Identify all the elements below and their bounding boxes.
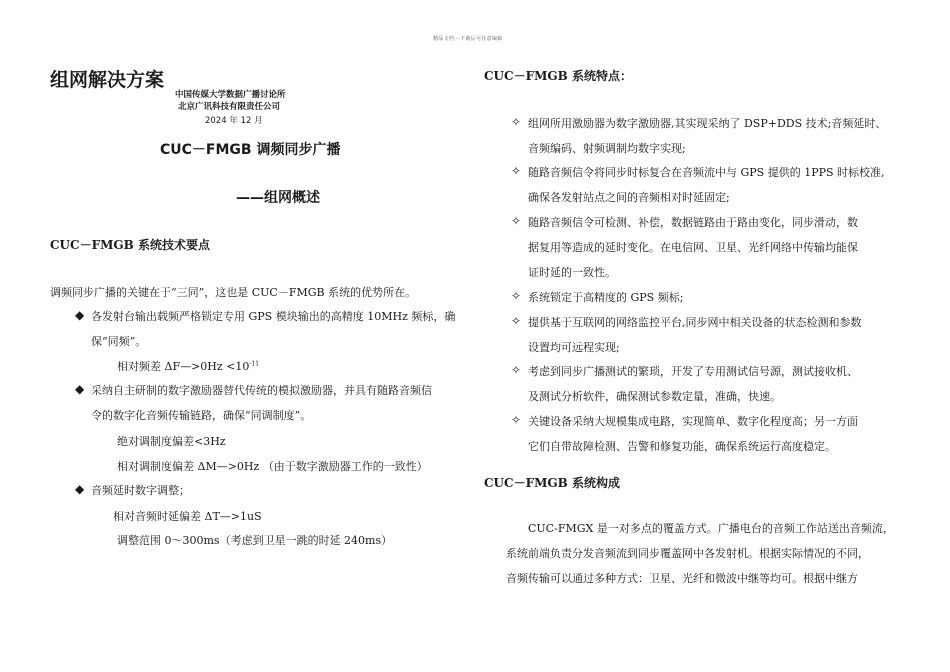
bullet-sparkle-icon: ✧ — [511, 413, 522, 427]
bullet-diamond-icon: ◆ — [75, 382, 85, 396]
feature3-line1: 随路音频信令可检测、补偿，数据链路由于路由变化，同步滑动，数 — [528, 216, 858, 229]
author-institute: 中国传媒大学数据广播讨论所 — [175, 90, 286, 100]
feature7-line1: 关键设备采纳大规模集成电路，实现简单、数字化程度高；另一方面 — [528, 415, 858, 428]
bullet-sparkle-icon: ✧ — [511, 214, 522, 228]
rel-mod-deviation: 相对调制度偏差 ΔM—>0Hz （由于数字激励器工作的一致性） — [117, 460, 428, 473]
feature5-line1: 提供基于互联网的网络监控平台,同步网中相关设备的状态检测和参数 — [528, 316, 862, 329]
bullet2-line2: 令的数字化音频传输链路，确保“同调制度”。 — [91, 409, 312, 422]
features-heading: CUC－FMGB 系统特点： — [484, 69, 632, 83]
feature1-line2: 音频编码、射频调制均数字实现; — [528, 142, 686, 155]
bullet-sparkle-icon: ✧ — [511, 164, 522, 178]
composition-line1: CUC-FMGX 是一对多点的覆盖方式。广播电台的音频工作站送出音频流， — [528, 522, 894, 535]
rel-delay-deviation: 相对音频时延偏差 ΔT—>1uS — [113, 510, 262, 523]
adjust-range: 调整范围 0～300ms（考虑到卫星一跳的时延 240ms） — [117, 534, 393, 547]
abs-mod-deviation: 绝对调制度偏差<3Hz — [117, 435, 226, 448]
bullet2-line1: 采纳自主研制的数字激励器替代传统的模拟激励器，并具有随路音频信 — [91, 384, 432, 397]
bullet-sparkle-icon: ✧ — [511, 289, 522, 303]
feature2-line1: 随路音频信令将同步时标复合在音频流中与 GPS 提供的 1PPS 时标校准, — [528, 166, 885, 179]
bullet-sparkle-icon: ✧ — [511, 314, 522, 328]
doc-title: 组网解决方案 — [50, 69, 165, 91]
feature7-line2: 它们自带故障检测、告警和修复功能，确保系统运行高度稳定。 — [528, 440, 836, 453]
bullet3-line: 音频延时数字调整； — [91, 484, 190, 497]
feature3-line2: 据复用等造成的延时变化。在电信网、卫星、光纤网络中传输均能保 — [528, 241, 858, 254]
feature6-line2: 及测试分析软件，确保测试参数定量，准确，快速。 — [528, 390, 781, 403]
tech-points-heading: CUC－FMGB 系统技术要点 — [50, 238, 210, 252]
bullet-sparkle-icon: ✧ — [511, 363, 522, 377]
feature2-line2: 确保各发射站点之间的音频相对时延固定; — [528, 191, 730, 204]
feature5-line2: 设置均可远程实现; — [528, 341, 620, 354]
subtitle: ——组网概述 — [236, 190, 320, 206]
composition-line3: 音频传输可以通过多种方式：卫星、光纤和微波中继等均可。根据中继方 — [506, 572, 858, 585]
feature3-line3: 证时延的一致性。 — [528, 266, 616, 279]
feature1-line1: 组网所用激励器为数字激励器,其实现采纳了 DSP+DDS 技术;音频延时、 — [528, 117, 887, 130]
composition-heading: CUC－FMGB 系统构成 — [484, 476, 620, 490]
bullet-diamond-icon: ◆ — [75, 308, 85, 322]
bullet1-line1: 各发射台输出载频严格锁定专用 GPS 模块输出的高精度 10MHz 频标，确 — [91, 310, 456, 323]
header-note: 精品文档---下载后可任意编辑 — [433, 36, 503, 42]
bullet-diamond-icon: ◆ — [75, 482, 85, 496]
intro-paragraph: 调频同步广播的关键在于“三同”，这也是 CUC－FMGB 系统的优势所在。 — [50, 286, 417, 299]
main-title: CUC－FMGB 调频同步广播 — [160, 142, 341, 158]
bullet-sparkle-icon: ✧ — [511, 115, 522, 129]
author-date: 2024 年 12 月 — [205, 116, 263, 126]
freq-deviation: 相对频差 ΔF—>0Hz $<10^{-11}$ — [117, 360, 260, 373]
composition-line2: 系统前端负责分发音频流到同步覆盖网中各发射机。根据实际情况的不同， — [506, 547, 869, 560]
bullet1-line2: 保“同频”。 — [91, 335, 147, 348]
author-company: 北京广讯科技有限责任公司 — [178, 102, 281, 112]
feature4-line: 系统锁定于高精度的 GPS 频标; — [528, 291, 684, 304]
feature6-line1: 考虑到同步广播测试的繁琐，开发了专用测试信号源，测试接收机、 — [528, 365, 858, 378]
